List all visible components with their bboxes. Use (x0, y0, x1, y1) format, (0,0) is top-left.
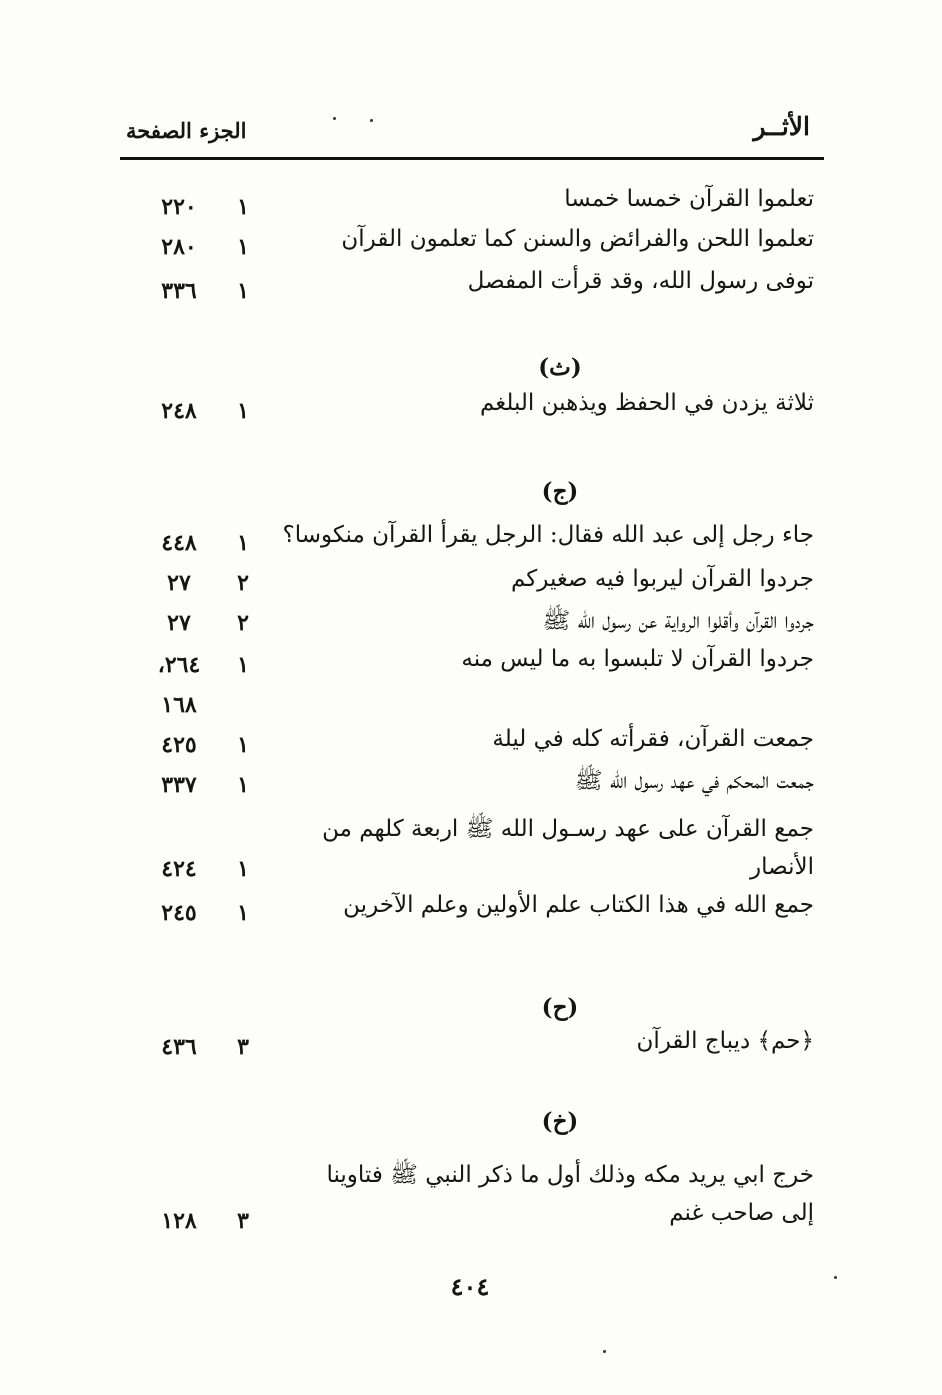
entry-page: ٢٧ (167, 570, 191, 596)
entry-text: جمع الله في هذا الكتاب علم الأولين وعلم الآخرين (343, 892, 814, 918)
entry-text: خرج ابي يريد مكه وذلك أول ما ذكر النبي ﷺ فتاوينا إلى صاحب غنم (326, 1162, 814, 1226)
entry-row (120, 226, 824, 266)
entry-row (120, 606, 824, 646)
scan-speck (370, 119, 373, 122)
entry-volume: ٢ (237, 610, 249, 636)
entry-row (120, 726, 824, 766)
section-letter-jim: (ج) (541, 478, 579, 505)
entry-page: ٢٤٨ (161, 398, 197, 424)
entry-row (120, 892, 824, 932)
entry-page: ٢٨٠ (161, 234, 197, 260)
entry-text: جردوا القرآن ليربوا فيه صغيركم (511, 566, 814, 592)
column-header-athar: الأثــر (753, 112, 810, 141)
entry-volume: ١ (237, 772, 249, 798)
entry-volume: ١ (237, 732, 249, 758)
entry-row (120, 766, 824, 806)
entry-volume: ١ (237, 900, 249, 926)
entry-row (120, 390, 824, 430)
entry-page: ٢٦٤، (157, 652, 201, 678)
scan-speck (333, 117, 336, 120)
header-rule (120, 157, 824, 160)
column-header-volume-page: الجزء الصفحة (126, 118, 247, 143)
entry-page: ٢٢٠ (161, 194, 197, 220)
entry-text: جاء رجل إلى عبد الله فقال: الرجل يقرأ القرآن منكوسا؟ (282, 522, 814, 548)
entry-text: توفى رسول الله، وقد قرأت المفصل (467, 268, 814, 294)
entry-page: ٢٤٥ (161, 900, 197, 926)
scan-speck (834, 1276, 837, 1279)
entry-volume: ١ (237, 652, 249, 678)
entry-volume: ١ (237, 398, 249, 424)
section-letter-kha: (خ) (541, 1108, 579, 1135)
entry-row (120, 646, 824, 686)
entry-text: جمعت القرآن، فقرأته كله في ليلة (492, 726, 814, 752)
entry-row (120, 810, 824, 886)
entry-volume: ١ (237, 530, 249, 556)
entry-volume: ٣ (237, 1034, 249, 1060)
entry-page: ٤٤٨ (161, 530, 197, 556)
entry-row (120, 1156, 824, 1236)
entry-volume: ٢ (237, 570, 249, 596)
entry-page: ٣٣٦ (161, 278, 197, 304)
entry-text: تعلموا اللحن والفرائض والسنن كما تعلمون القرآن (341, 226, 814, 252)
entry-volume: ٣ (237, 1208, 249, 1234)
entry-volume: ١ (237, 278, 249, 304)
entry-page: ٤٢٤ (161, 856, 197, 882)
entry-page: ٤٢٥ (161, 732, 197, 758)
entry-volume: ١ (237, 234, 249, 260)
entry-row (120, 268, 824, 308)
entry-text: جردوا القرآن لا تلبسوا به ما ليس منه (461, 646, 814, 672)
entry-text: جمع القرآن على عهد رسـول الله ﷺ اربعة كلهم من الأنصار (322, 816, 814, 880)
entry-text: جمعت المحكم في عهد رسول الله ﷺ (574, 768, 814, 794)
entry-row (120, 522, 824, 562)
entry-page: ٣٣٧ (161, 772, 197, 798)
entry-text: ثلاثة يزدن في الحفظ ويذهبن البلغم (479, 390, 814, 416)
entry-page: ٤٣٦ (161, 1034, 197, 1060)
entry-volume: ١ (237, 194, 249, 220)
table-header (120, 112, 820, 152)
entry-page: ١٢٨ (161, 1208, 197, 1234)
entry-text: ﴿حم﴾ ديباج القرآن (636, 1028, 814, 1054)
entry-text: تعلموا القرآن خمسا خمسا (564, 186, 814, 212)
entry-row (120, 566, 824, 606)
section-letter-tha: (ث) (538, 354, 582, 381)
entry-row (120, 1028, 824, 1068)
entry-volume: ١ (237, 856, 249, 882)
page-number: ٤٠٤ (450, 1272, 490, 1301)
entry-text: جردوا القرآن وأقلوا الرواية عن رسول الله ﷺ (542, 608, 814, 634)
entry-page: ١٦٨ (161, 692, 197, 718)
section-letter-ha: (ح) (541, 994, 579, 1021)
entry-row (120, 186, 824, 226)
scan-speck (603, 1350, 606, 1353)
entry-page: ٢٧ (167, 610, 191, 636)
